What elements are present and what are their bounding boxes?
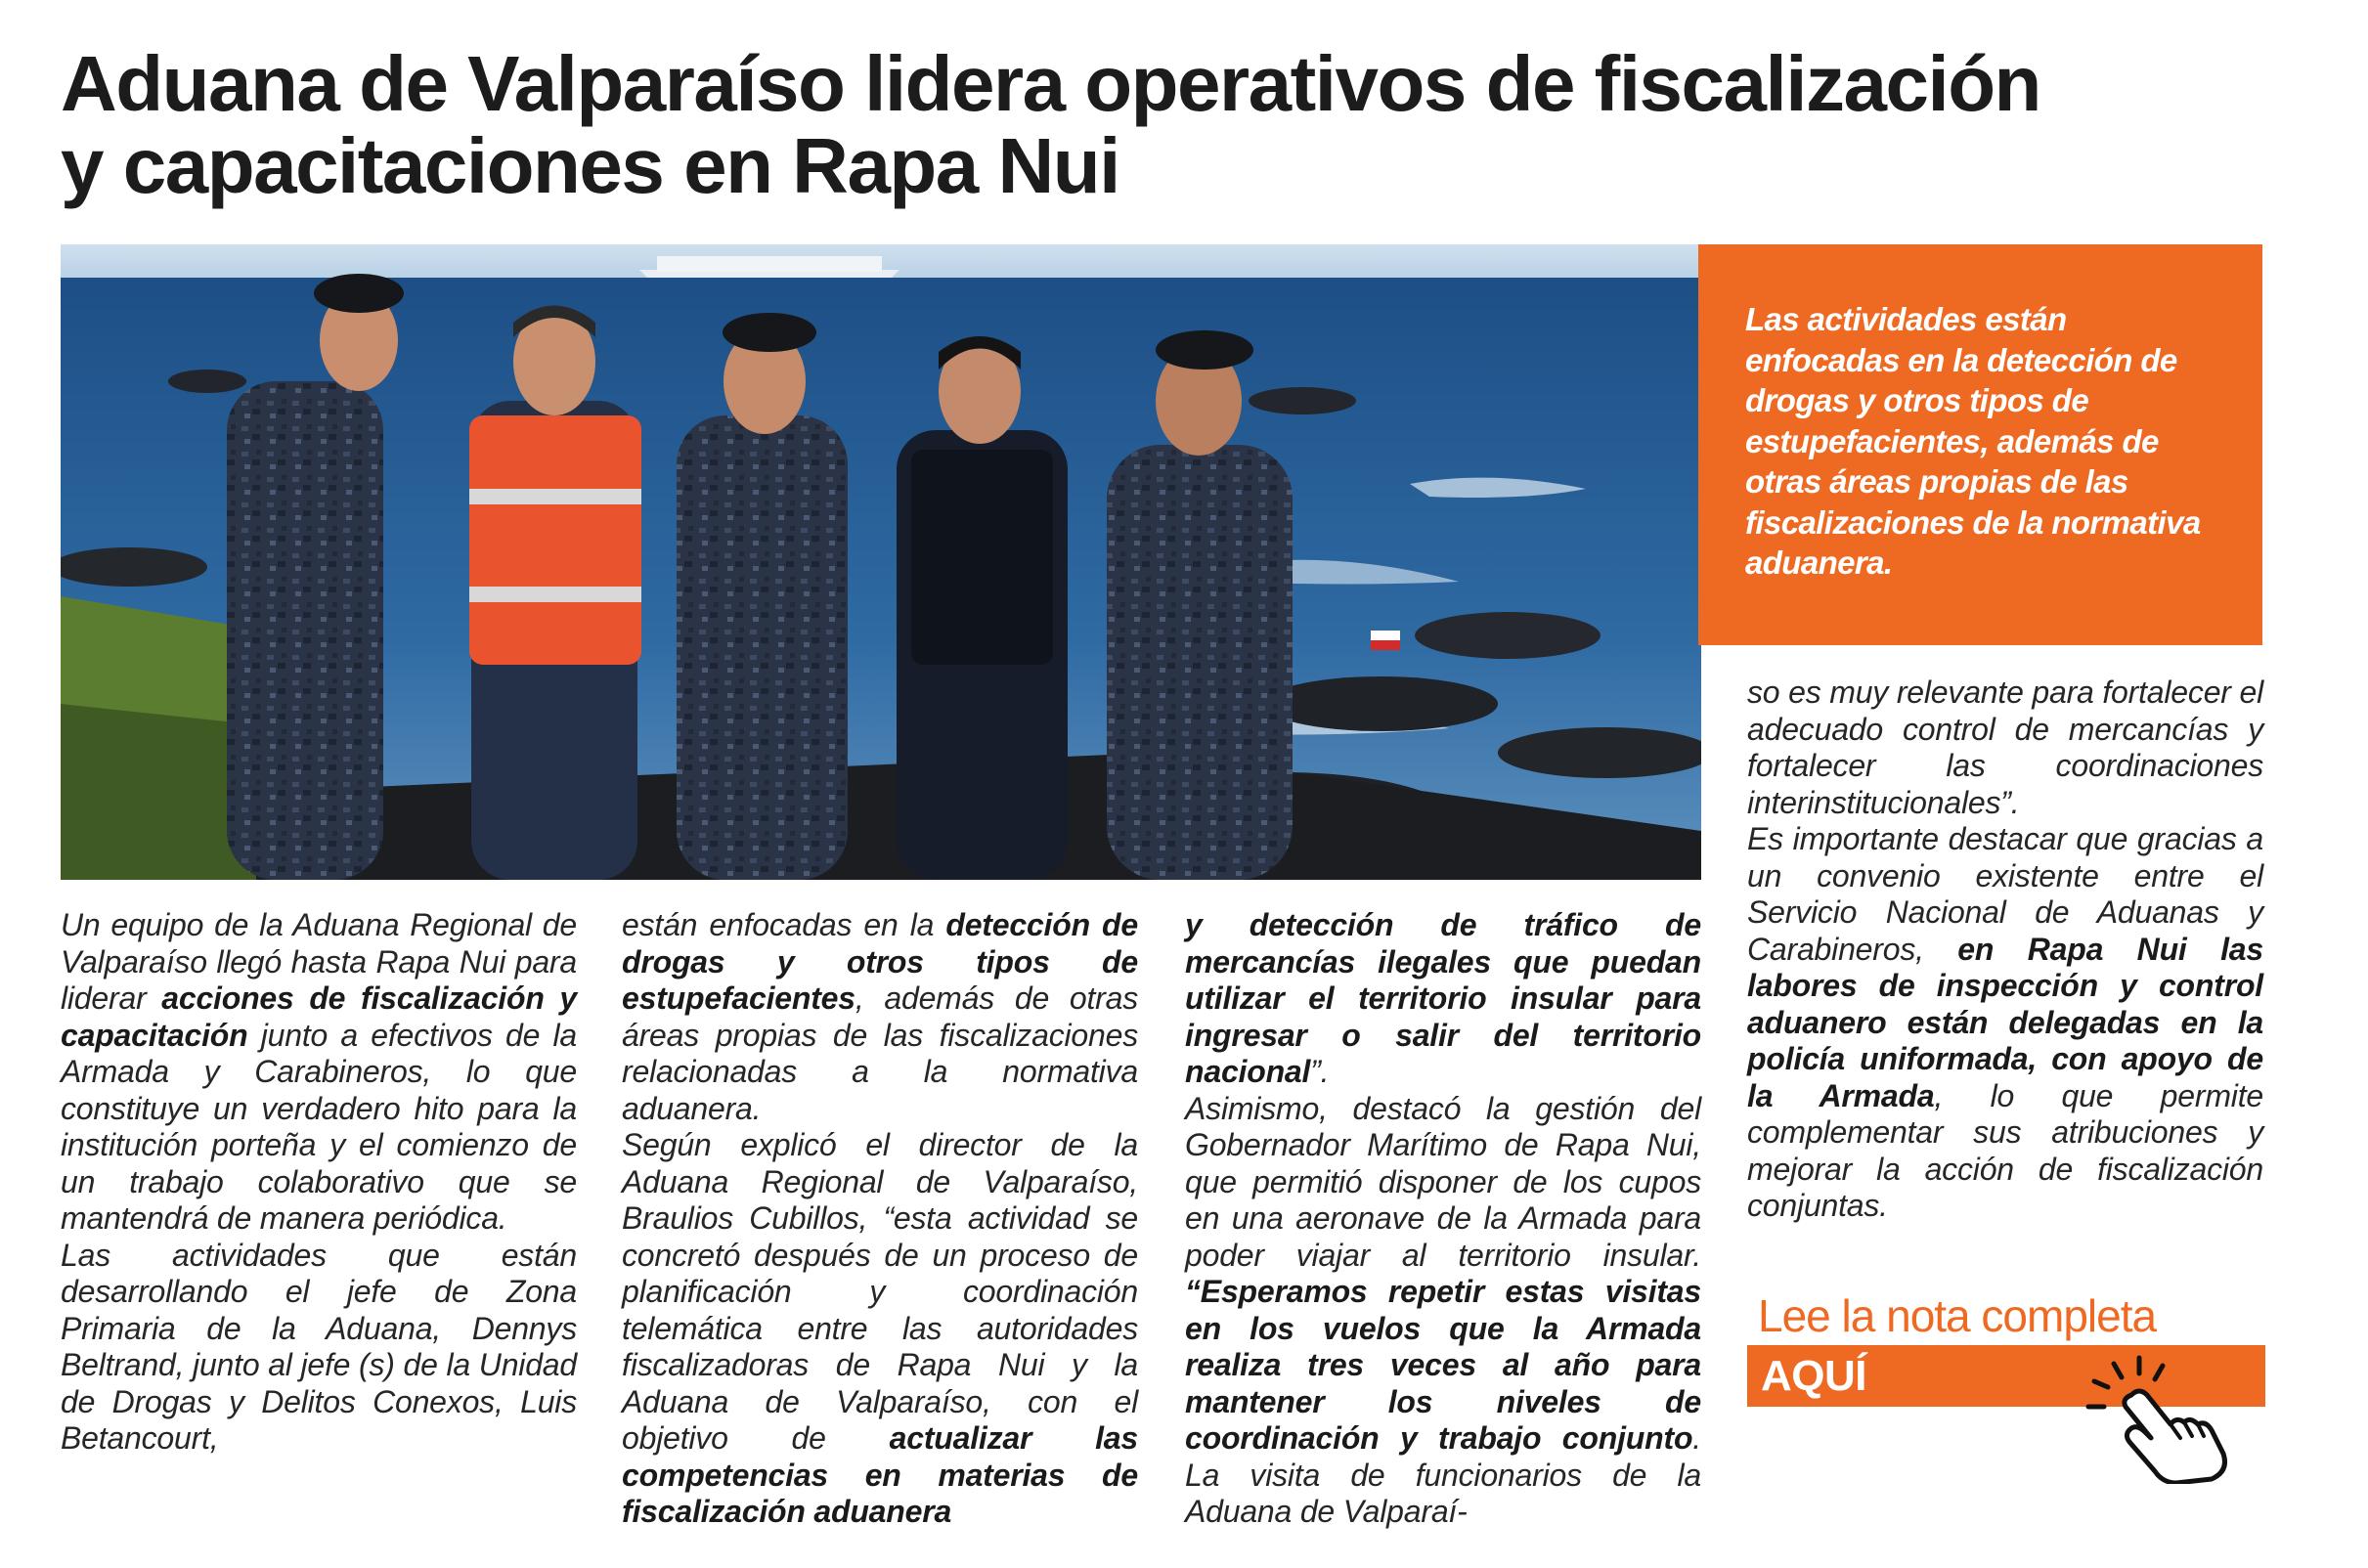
paragraph — [1185, 1091, 1701, 1531]
pull-quote-text: Las actividades están enfocadas en la detección de drogas y otros tipos de estupefacientes, además de otras áreas propias de las fiscalizaciones de la normativa aduanera. — [1745, 301, 2201, 581]
article-column-1 — [61, 907, 577, 1458]
text-run: , además de otras áreas propias de las fiscalizaciones relacionadas a la normativa aduanera. — [622, 980, 1138, 1126]
text-run: Asimismo, destacó la gestión del Gobernador Marítimo de Rapa Nui, que permitió disponer de los cupos en una aeronave de la Armada para poder viajar al territorio insular. — [1185, 1090, 1701, 1273]
read-more-link[interactable] — [1747, 1288, 2265, 1484]
article-column-3 — [1185, 907, 1701, 1531]
text-run: ”. — [1310, 1054, 1330, 1089]
read-more-label[interactable]: Lee la nota completa — [1758, 1290, 2157, 1341]
headline-line-2: y capacitaciones en Rapa Nui — [61, 122, 1119, 209]
article-headline — [61, 40, 2309, 209]
bold-text-run: y detección de tráfico de mercancías ilegales que puedan utilizar el territorio insular para ingresar o salir del territorio nacional — [1185, 907, 1701, 1089]
paragraph — [1185, 907, 1701, 1091]
photo-illustration — [61, 244, 1701, 880]
text-run: , lo que permite complementar sus atribuciones y mejorar la acción de fiscalización conjuntas. — [1747, 1077, 2263, 1223]
text-run: Un equipo de la Aduana Regional de Valparaíso llegó hasta Rapa Nui para liderar — [61, 907, 577, 1016]
paragraph: Las actividades que están desarrollando el jefe de Zona Primaria de la Aduana, Dennys Beltrand, junto al jefe (s) de la Unidad de Drogas y Delitos Conexos, Luis Betancourt, — [61, 1237, 577, 1456]
text-run: junto a efectivos de la Armada y Carabineros, lo que constituye un verdadero hito para la institución porteña y el comienzo de un trabajo colaborativo que se mantendrá de manera periódica. — [61, 1017, 577, 1236]
pointing-hand-click-icon — [2075, 1352, 2236, 1484]
text-run: están enfocadas en la — [622, 907, 946, 942]
article-column-4 — [1747, 675, 2263, 1225]
text-run: Según explicó el director de la Aduana Regional de Valparaíso, Braulios Cubillos, “esta actividad se concretó después de un proceso de planificación y coordinación telemática entre las autoridades fiscalizadoras de Rapa Nui y la Aduana de Valparaíso, con el objetivo de — [622, 1127, 1138, 1456]
paragraph — [622, 1127, 1138, 1531]
text-run: . La visita de funcionarios de la Aduana de Valparaí- — [1185, 1420, 1701, 1529]
bold-text-run: acciones de fiscalización y capacitación — [61, 980, 577, 1053]
bold-text-run: detección de drogas y otros tipos de estupefacientes — [622, 907, 1138, 1016]
bold-text-run: “Esperamos repetir estas visitas en los vuelos que la Armada realiza tres veces al año para mantener los niveles de coordinación y trabajo conjunto — [1185, 1274, 1701, 1456]
headline-line-1: Aduana de Valparaíso lidera operativos de fiscalización — [61, 40, 2040, 127]
paragraph — [622, 907, 1138, 1127]
paragraph: so es muy relevante para fortalecer el adecuado control de mercancías y fortalecer las coordinaciones interinstitucionales”. — [1747, 675, 2263, 820]
bold-text-run: actualizar las competencias en materias de fiscalización aduanera — [622, 1420, 1138, 1529]
bold-text-run: en Rapa Nui las labores de inspección y control aduanero están delegadas en la policía uniformada, con apoyo de la Armada — [1747, 931, 2263, 1113]
article-column-2 — [622, 907, 1138, 1531]
read-more-button-label[interactable]: AQUÍ — [1761, 1352, 1866, 1400]
article-photo — [61, 244, 1701, 880]
paragraph — [61, 907, 577, 1238]
text-run: Es importante destacar que gracias a un convenio existente entre el Servicio Nacional de Aduanas y Carabineros, — [1747, 821, 2263, 967]
pull-quote-box — [1698, 244, 2262, 645]
paragraph — [1747, 821, 2263, 1225]
